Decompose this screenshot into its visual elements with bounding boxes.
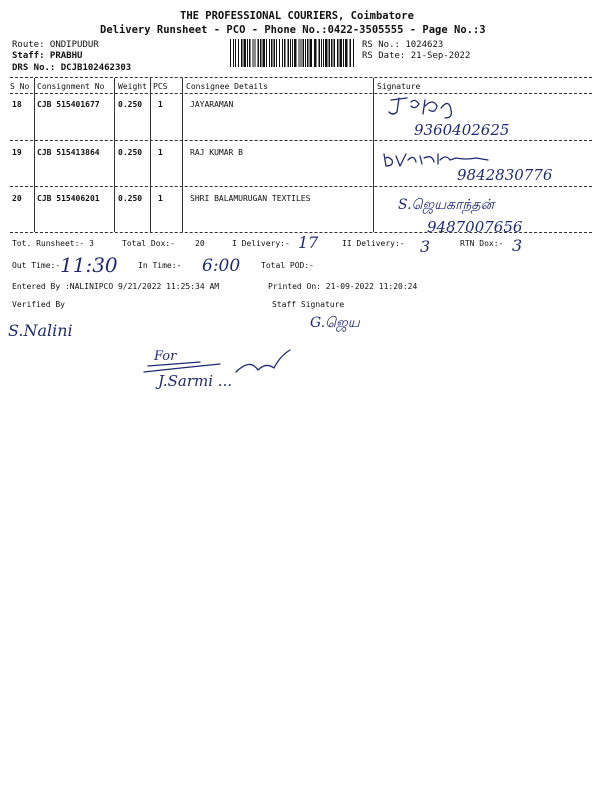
barcode-bar <box>233 39 234 67</box>
staff-label: Staff: PRABHU <box>12 51 83 61</box>
barcode-bar <box>343 39 344 67</box>
barcode-bar <box>290 39 291 67</box>
row-consignee: JAYARAMAN <box>190 100 234 109</box>
barcode-bar <box>247 39 248 67</box>
barcode-bar <box>279 39 280 67</box>
in-time-value-text: 6:00 <box>202 256 241 276</box>
barcode-bar <box>244 39 247 67</box>
row-rule <box>10 186 592 187</box>
row-consignee: SHRI BALAMURUGAN TEXTILES <box>190 194 311 203</box>
table-top-rule <box>10 77 592 78</box>
out-time-value-text: 11:30 <box>60 253 118 277</box>
barcode-bar <box>310 39 313 67</box>
barcode-bar <box>255 39 256 67</box>
row-sig-phone: 9360402625 <box>414 121 510 139</box>
barcode-bar <box>319 39 321 67</box>
row-weight: 0.250 <box>118 148 143 157</box>
out-time-label: Out Time:- <box>12 261 61 270</box>
verifier-sign-text: S.Nalini <box>8 321 73 340</box>
row-rule <box>10 140 592 141</box>
printed-on: Printed On: 21-09-2022 11:20:24 <box>268 282 418 291</box>
row-consignment: CJB 515406201 <box>37 194 100 203</box>
col-weight: Weight <box>118 82 147 91</box>
barcode-bar <box>292 39 293 67</box>
barcode-bar <box>334 39 336 67</box>
i-delivery-label: I Delivery:- <box>232 239 290 248</box>
barcode-bar <box>235 39 236 67</box>
row-pcs: 1 <box>158 148 163 157</box>
row-weight: 0.250 <box>118 100 143 109</box>
barcode-bar <box>238 39 239 67</box>
col-divider <box>373 78 374 232</box>
col-pcs: PCS <box>153 82 168 91</box>
row-sno: 19 <box>12 148 22 157</box>
row-sno: 18 <box>12 100 22 109</box>
barcode-bar <box>241 39 243 67</box>
col-sno: S No <box>10 82 30 91</box>
for-label-text: For <box>154 349 177 364</box>
barcode-bar <box>266 39 267 67</box>
col-divider <box>150 78 151 232</box>
barcode-bar <box>307 39 309 67</box>
row-consignment: CJB 515401677 <box>37 100 100 109</box>
barcode-bar <box>284 39 286 67</box>
ii-delivery-value-text: 3 <box>420 237 431 256</box>
entered-by: Entered By :NALINIPCO 9/21/2022 11:25:34 AM <box>12 282 220 291</box>
i-delivery-value-text: 17 <box>298 233 319 252</box>
barcode-bar <box>249 39 251 67</box>
for-signature <box>140 342 300 392</box>
barcode-bar <box>269 39 270 67</box>
barcode-bar <box>353 39 354 67</box>
barcode-bar <box>305 39 306 67</box>
verifier-signature <box>6 312 96 344</box>
table-header-rule <box>10 93 592 94</box>
barcode-bar <box>294 39 297 67</box>
barcode-bar <box>323 39 324 67</box>
total-dox-value: 20 <box>195 239 205 248</box>
row-consignment: CJB 515413864 <box>37 148 100 157</box>
barcode-bar <box>329 39 331 67</box>
rs-date: RS Date: 21-Sep-2022 <box>362 51 471 61</box>
barcode-image <box>230 39 356 67</box>
row-pcs: 1 <box>158 194 163 203</box>
col-signature: Signature <box>377 82 421 91</box>
ii-delivery-label: II Delivery:- <box>342 239 405 248</box>
i-delivery-value <box>296 230 332 252</box>
staff-signature <box>308 307 368 333</box>
barcode-bar <box>345 39 348 67</box>
row-consignee: RAJ KUMAR B <box>190 148 243 157</box>
staff-sign-text: G.ஜெய <box>310 315 360 331</box>
row-sig-name: S.ஜெயகாந்தன் <box>398 197 495 213</box>
verified-by-label: Verified By <box>12 300 65 309</box>
barcode-bar <box>282 39 283 67</box>
in-time-value <box>200 251 250 277</box>
signature-phone <box>455 162 585 186</box>
barcode-bar <box>325 39 328 67</box>
col-divider <box>182 78 183 232</box>
barcode-bar <box>271 39 273 67</box>
barcode-bar <box>288 39 290 67</box>
barcode-bar <box>274 39 276 67</box>
barcode-bar <box>350 39 352 67</box>
signature-phone <box>425 214 555 238</box>
rtn-dox-label: RTN Dox:- <box>460 239 504 248</box>
row-weight: 0.250 <box>118 194 143 203</box>
barcode-bar <box>299 39 300 67</box>
barcode-bar <box>340 39 343 67</box>
route-label: Route: ONDIPUDUR <box>12 40 99 50</box>
for-sign-text: J.Sarmi ... <box>158 372 233 390</box>
barcode-bar <box>321 39 322 67</box>
barcode-bar <box>276 39 277 67</box>
signature-phone <box>412 118 522 140</box>
staff-signature-label: Staff Signature <box>272 300 345 309</box>
signature-name <box>396 191 536 215</box>
barcode-bar <box>314 39 317 67</box>
signature-scribble <box>385 94 485 120</box>
col-consignee: Consignee Details <box>186 82 268 91</box>
barcode-bar <box>230 39 231 67</box>
barcode-bar <box>263 39 266 67</box>
rs-number: RS No.: 1024623 <box>362 40 444 50</box>
barcode-bar <box>301 39 302 67</box>
total-dox-label: Total Dox:- <box>122 239 175 248</box>
rtn-dox-value-text: 3 <box>512 236 523 255</box>
row-sig-phone: 9842830776 <box>457 166 553 184</box>
tot-runsheet: Tot. Runsheet:- 3 <box>12 239 94 248</box>
out-time-value <box>58 250 122 278</box>
col-divider <box>114 78 115 232</box>
rtn-dox-value <box>510 233 530 255</box>
drs-number: DRS No.: DCJB102462303 <box>12 63 132 73</box>
row-pcs: 1 <box>158 100 163 109</box>
barcode-bar <box>258 39 260 67</box>
barcode-bar <box>303 39 305 67</box>
company-title: THE PROFESSIONAL COURIERS, Coimbatore <box>180 10 414 22</box>
barcode-bar <box>337 39 339 67</box>
col-consignment: Consignment No <box>37 82 105 91</box>
col-divider <box>34 78 35 232</box>
ii-delivery-value <box>418 234 438 256</box>
total-pod-label: Total POD:- <box>261 261 314 270</box>
row-sno: 20 <box>12 194 22 203</box>
barcode-bar <box>331 39 333 67</box>
runsheet-subtitle: Delivery Runsheet - PCO - Phone No.:0422-3505555 - Page No.:3 <box>100 24 486 36</box>
in-time-label: In Time:- <box>138 261 182 270</box>
barcode-bar <box>260 39 262 67</box>
row-sig-phone: 9487007656 <box>427 218 523 236</box>
barcode-bar <box>253 39 254 67</box>
